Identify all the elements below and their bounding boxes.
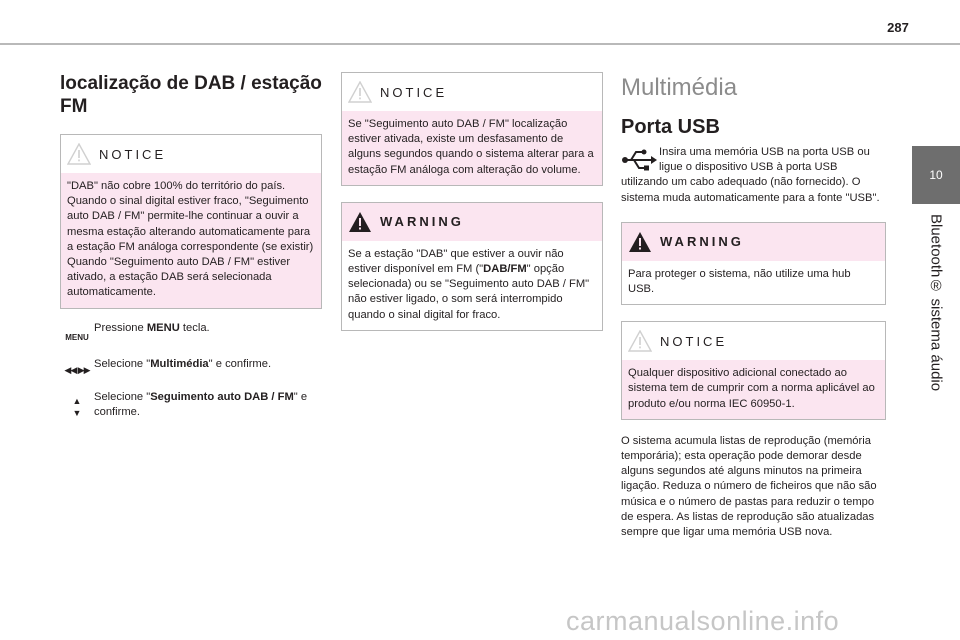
subsection-title-usb: Porta USB — [621, 116, 720, 138]
usb-text: Insira uma memória USB na porta USB ou ligue o dispositivo USB à porta USB utilizando um cabo adequado (não fornecido). O sistema muda automaticamente para a fonte "USB". — [621, 146, 880, 204]
notice-header — [342, 73, 602, 111]
watermark: carmanualsonline.info — [566, 606, 840, 636]
warning-icon — [348, 211, 372, 233]
notice-icon — [67, 143, 91, 165]
column-2 — [341, 60, 603, 331]
playlist-paragraph: O sistema acumula listas de reprodução (memória temporária); esta operação pode demorar desde alguns segundos até alguns minutos na primeira ligação. Reduza o número de ficheiros que não são música e o número de pastas para reduzir o tempo de espera. As listas de reprodução são atualizadas sempre que ligar uma memória USB nova. — [621, 434, 877, 539]
notice-text: "DAB" não cobre 100% do território do país. Quando o sinal digital estiver fraco, "Seguimento auto DAB / FM" permite-lhe continuar a ouvir a mesma estação alterando automaticamente para a estação FM análoga correspondente (se existir) Quando "Seguimento auto DAB / FM" estiver ativado, a estação DAB será selecionada automaticamente. — [67, 180, 314, 299]
notice-body — [61, 173, 321, 308]
warning-header — [622, 223, 885, 261]
step-text: Pressione MENU tecla. — [94, 321, 210, 334]
warning-body — [342, 241, 602, 330]
notice-box — [60, 134, 322, 309]
column-1 — [60, 60, 322, 420]
warning-box — [341, 202, 603, 331]
chapter-title-text: Bluetooth® sistema áudio — [927, 214, 945, 392]
section-title-dab: localização de DAB / estação FM — [60, 73, 322, 117]
notice-icon — [628, 330, 652, 352]
section-title-multimedia: Multimédia — [621, 74, 738, 101]
step-menu — [60, 321, 322, 345]
column-3 — [621, 60, 886, 540]
step-text: Selecione "Seguimento auto DAB / FM" e confirme. — [94, 391, 308, 419]
notice-icon — [348, 81, 372, 103]
warning-icon — [628, 231, 652, 253]
notice-text: Se "Seguimento auto DAB / FM" localização estiver ativada, existe um desfasamento de alguns segundos quando o sistema alterar para a estação FM análoga com alteração do volume. — [348, 118, 594, 176]
notice-label: NOTICE — [380, 84, 448, 100]
notice-label: NOTICE — [99, 146, 167, 162]
page-number: 287 — [887, 20, 909, 35]
notice-box — [621, 321, 886, 420]
menu-key-icon — [60, 321, 94, 345]
menu-key-label: MENU — [65, 332, 89, 342]
step-text: Selecione "Multimédia" e confirme. — [94, 357, 272, 370]
chapter-title — [912, 214, 960, 414]
warning-label: WARNING — [380, 214, 464, 230]
warning-body — [622, 261, 885, 304]
notice-text: Qualquer dispositivo adicional conectado ao sistema tem de cumprir com a norma aplicável ao produto e/ou norma IEC 60950-1. — [628, 367, 875, 410]
usb-icon — [621, 145, 659, 175]
usb-paragraph — [621, 145, 886, 206]
updown-icon: ▲ ▼ — [72, 396, 82, 419]
step-follow — [60, 390, 322, 420]
chapter-number: 10 — [929, 168, 943, 182]
notice-label: NOTICE — [660, 333, 728, 349]
chapter-tab — [912, 146, 960, 204]
notice-header — [622, 322, 885, 360]
notice-box — [341, 72, 603, 186]
warning-label: WARNING — [660, 234, 744, 250]
warning-box — [621, 222, 886, 305]
notice-body — [622, 360, 885, 419]
step-multimedia — [60, 357, 322, 378]
arrows-glyphs: ◀◀ ▶▶ — [64, 364, 90, 375]
header-rule — [0, 43, 960, 45]
arrows-icon — [60, 357, 94, 378]
notice-body — [342, 111, 602, 185]
warning-text: Para proteger o sistema, não utilize uma hub USB. — [628, 267, 851, 296]
warning-header — [342, 203, 602, 241]
notice-header — [61, 135, 321, 173]
warning-text: Se a estação "DAB" que estiver a ouvir não estiver disponível em FM ("DAB/FM" opção selecionada) ou se "Seguimento auto DAB / FM" não estiver ligado, o som será interrompido quando o sinal digital for fraco. — [348, 247, 590, 321]
